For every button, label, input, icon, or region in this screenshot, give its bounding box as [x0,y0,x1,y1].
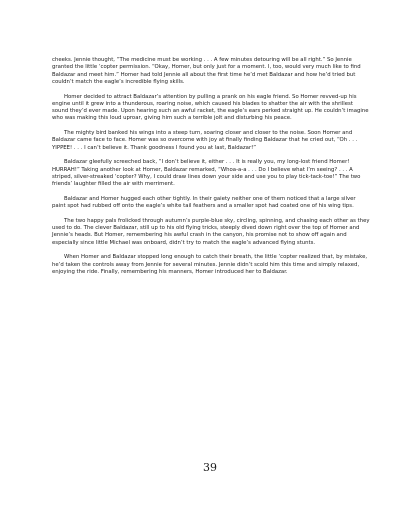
paragraph-7: When Homer and Baldazar stopped long enough to catch their breath, the little ‘copter realized that, by mistake, he’d taken the controls away from Jennie for several minutes. Jennie didn’t scold him this time and simply relaxed, enjoying the ride. Finally, remembering his manners, Homer introduced her to Baldazar. [52,254,368,275]
paragraph-4: Baldazar gleefully screeched back, “I don’t believe it, either . . . It is really you, my long-lost friend Homer! HURRAH!” Taking another look at Homer, Baldazar remarked, “Whoa-a-a . . . Do I believe what I’m seeing? . . . A striped, silver-streaked ‘copter? Why, I could draw lines down your side and use you to play tick-tack-toe!” The two friends’ laughter filled the air with merriment. [52,159,361,187]
paragraph-5: Baldazar and Homer hugged each other tightly. In their gaiety neither one of them noticed that a large silver paint spot had rubbed off onto the eagle’s white tail feathers and a smaller spot had coated one of his wing tips. [52,195,356,209]
paragraph-2: Homer decided to attract Baldazar’s attention by pulling a prank on his eagle friend. So Homer revved-up his engine until it grew into a thunderous, roaring noise, which caused his blades to shatter the air with the shrillest sound they’d ever made. Upon hearing such an awful racket, the eagle’s ears perked straight up. He couldn’t imagine who was making this loud uproar, giving him such a terrible jolt and disturbing his peace. [52,93,369,122]
body-text [52,57,370,284]
paragraph-6: The two happy pals frolicked through autumn’s purple-blue sky, circling, spinning, and chasing each other as they used to do. The clever Baldazar, still up to his old flying tricks, steeply dived down right over the top of Homer and Jennie’s heads. But Homer, remembering his awful crash in the canyon, his promise not to show off again and especially since little Michael was onboard, didn’t try to match the eagle’s advanced flying stunts. [52,217,370,246]
paragraph-3: The mighty bird banked his wings into a steep turn, soaring closer and closer to the noise. Soon Homer and Baldazar came face to face. Homer was so overcome with joy at finally finding Baldazar that he cried out, “Oh . . . YIPPEE! . . . I can’t believe it. Thank goodness I found you at last, Baldazar!” [52,130,358,151]
page-number: 39 [203,461,217,474]
paragraph-1: cheeks. Jennie thought, “The medicine must be working . . . A few minutes detouring will be all right.” So Jennie granted the little ‘copter permission. “Okay, Homer, but only just for a moment. I, too, would very much like to find Baldazar and meet him.” Homer had told Jennie all about the first time he’d met Baldazar and how he’d tried but couldn’t match the eagle’s incredible flying skills. [52,57,361,85]
